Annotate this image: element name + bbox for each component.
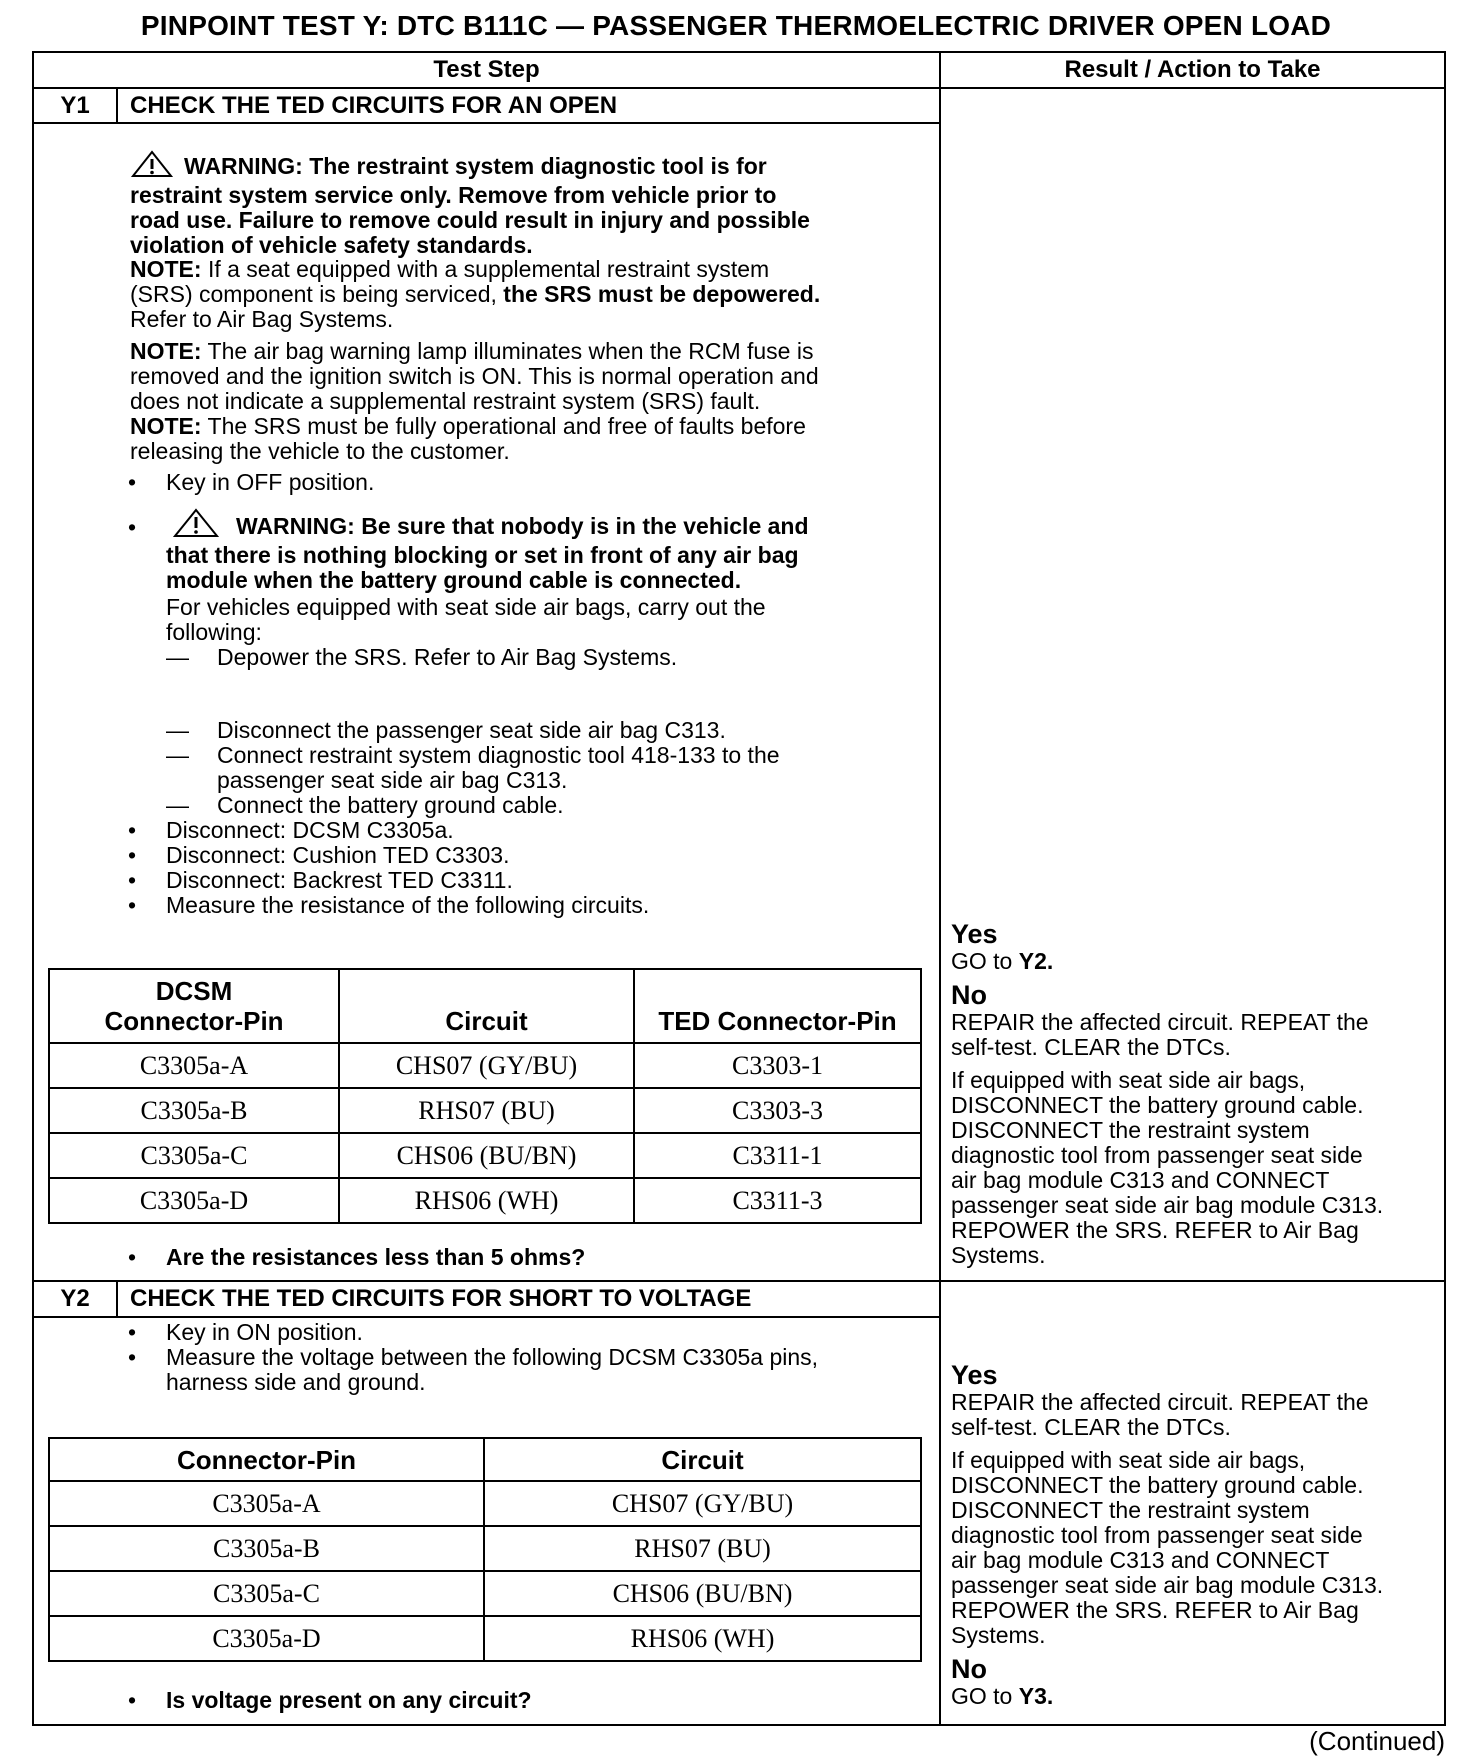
bullet-key-off: Key in OFF position. [166, 469, 375, 495]
y1-id-divider [116, 87, 118, 123]
table-row [49, 1178, 921, 1223]
bullet-disconnect-cushion: Disconnect: Cushion TED C3303. [166, 842, 510, 868]
bullet-dot: • [128, 1244, 137, 1270]
step-id-y2: Y2 [60, 1285, 90, 1312]
table-cell: CHS07 (GY/BU) [484, 1481, 921, 1526]
dash-marker: — [166, 717, 189, 743]
y1-title-bottom-border [32, 122, 940, 124]
table-cell: RHS07 (BU) [484, 1526, 921, 1571]
y2-title-bottom-border [32, 1316, 940, 1318]
y1-question: Are the resistances less than 5 ohms? [166, 1244, 586, 1270]
y1-bottom-border [32, 1280, 1446, 1282]
table-cell: C3305a-D [49, 1616, 484, 1661]
right-border [1444, 51, 1446, 1726]
table-cell: C3305a-D [49, 1178, 339, 1223]
y2-result [951, 1360, 1383, 1709]
table-cell: C3311-1 [634, 1133, 921, 1178]
header-bottom-border [32, 87, 1446, 89]
table-cell: CHS06 (BU/BN) [339, 1133, 634, 1178]
dash-connect-tool: Connect restraint system diagnostic tool 418-133 to the passenger seat side air bag C313. [217, 742, 780, 793]
bullet-key-on: Key in ON position. [166, 1319, 363, 1345]
page-title: PINPOINT TEST Y: DTC B111C — PASSENGER THERMOELECTRIC DRIVER OPEN LOAD [140, 10, 1332, 41]
table-row [49, 1571, 921, 1616]
table-cell: C3305a-B [49, 1088, 339, 1133]
col-connector-pin: Connector-Pin [49, 1438, 484, 1481]
header-test-step: Test Step [433, 56, 540, 83]
left-border [32, 51, 34, 1726]
y2-yes-action: REPAIR the affected circuit. REPEAT the self-test. CLEAR the DTCs. [951, 1389, 1369, 1440]
table-cell: C3303-1 [634, 1043, 921, 1088]
warning-2: WARNING: Be sure that nobody is in the vehicle and that there is nothing blocking or set in front of any air bag module when the battery ground cable is connected. [166, 508, 809, 593]
dash-marker: — [166, 742, 189, 768]
y2-voltage-table [48, 1437, 922, 1662]
table-row [49, 1481, 921, 1526]
y1-result [951, 919, 1383, 1268]
warning-1 [130, 150, 810, 258]
y1-no-action: REPAIR the affected circuit. REPEAT the self-test. CLEAR the DTCs. [951, 1009, 1369, 1060]
y1-resistance-table [48, 968, 922, 1224]
bullet-disconnect-backrest: Disconnect: Backrest TED C3311. [166, 867, 513, 893]
note-3: NOTE: The SRS must be fully operational and free of faults before releasing the vehicle to the customer. [130, 413, 806, 464]
header-result: Result / Action to Take [1064, 56, 1321, 83]
bullet-measure-voltage: Measure the voltage between the following DCSM C3305a pins, harness side and ground. [166, 1344, 819, 1395]
table-cell: C3305a-C [49, 1571, 484, 1616]
continued-label: (Continued) [1309, 1726, 1445, 1756]
table-cell: C3305a-A [49, 1043, 339, 1088]
table-header-row [49, 969, 921, 1043]
y1-yes-label: Yes [951, 919, 998, 949]
bullet-dot: • [128, 817, 137, 843]
warning-triangle-icon [166, 508, 226, 543]
col-circuit: Circuit [484, 1438, 921, 1481]
note-1: NOTE: If a seat equipped with a supplemental restraint system (SRS) component is being serviced, the SRS must be depowered. Refer to Air Bag Systems. [130, 256, 821, 332]
table-cell: RHS07 (BU) [339, 1088, 634, 1133]
bullet-dot: • [128, 892, 137, 918]
dash-ground-cable: Connect the battery ground cable. [217, 792, 564, 818]
table-row [49, 1088, 921, 1133]
table-bottom-border [32, 1724, 1446, 1726]
dash-marker: — [166, 644, 189, 670]
table-cell: C3305a-A [49, 1481, 484, 1526]
step-title-y2: CHECK THE TED CIRCUITS FOR SHORT TO VOLTAGE [130, 1285, 752, 1312]
warning-1-line-1: WARNING: The restraint system diagnostic tool is for [130, 150, 810, 183]
column-divider [939, 51, 941, 1726]
warning-1-line-2: restraint system service only. Remove from vehicle prior to [130, 182, 777, 208]
table-cell: C3305a-B [49, 1526, 484, 1571]
note-2: NOTE: The air bag warning lamp illuminates when the RCM fuse is removed and the ignition switch is ON. This is normal operation and does not indicate a supplemental restraint system (SRS) fault. [130, 338, 819, 414]
warning-triangle-icon [130, 150, 174, 183]
y2-id-divider [116, 1280, 118, 1317]
step-id-y1: Y1 [60, 92, 90, 119]
bullet-dot: • [128, 842, 137, 868]
table-cell: C3311-3 [634, 1178, 921, 1223]
y1-yes-action: GO to Y2. [951, 948, 1054, 974]
table-cell: RHS06 (WH) [339, 1178, 634, 1223]
dash-depower: Depower the SRS. Refer to Air Bag Systems. [217, 644, 678, 670]
table-cell: C3305a-C [49, 1133, 339, 1178]
dash-disconnect-c313: Disconnect the passenger seat side air bag C313. [217, 717, 726, 743]
table-top-border [32, 51, 1446, 53]
table-row [49, 1526, 921, 1571]
y1-extra-action: If equipped with seat side air bags, DISCONNECT the battery ground cable. DISCONNECT the restraint system diagnostic tool from passenger seat side air bag module C313 and CONNECT passenger seat side air bag module C313. REPOWER the SRS. REFER to Air Bag Systems. [951, 1067, 1384, 1268]
bullet-dot: • [128, 867, 137, 893]
dash-marker: — [166, 792, 189, 818]
seat-side-instructions: For vehicles equipped with seat side air bags, carry out the following: [166, 594, 766, 645]
y2-question: Is voltage present on any circuit? [166, 1687, 532, 1713]
step-title-y1: CHECK THE TED CIRCUITS FOR AN OPEN [130, 92, 618, 119]
table-row [49, 1043, 921, 1088]
bullet-dot: • [128, 514, 137, 540]
y1-no-label: No [951, 980, 987, 1010]
bullet-disconnect-dcsm: Disconnect: DCSM C3305a. [166, 817, 454, 843]
bullet-dot: • [128, 1319, 137, 1345]
table-cell: CHS07 (GY/BU) [339, 1043, 634, 1088]
table-cell: RHS06 (WH) [484, 1616, 921, 1661]
table-row [49, 1616, 921, 1661]
col-dcsm-connector-pin: DCSM Connector-Pin [49, 969, 339, 1043]
bullet-dot: • [128, 469, 137, 495]
bullet-dot: • [128, 1687, 137, 1713]
y2-yes-label: Yes [951, 1360, 998, 1390]
col-ted-connector-pin: TED Connector-Pin [634, 969, 921, 1043]
table-header-row [49, 1438, 921, 1481]
table-cell: C3303-3 [634, 1088, 921, 1133]
warning-1-line-3: road use. Failure to remove could result in injury and possible [130, 207, 810, 233]
y2-no-label: No [951, 1654, 987, 1684]
table-row [49, 1133, 921, 1178]
col-circuit: Circuit [339, 969, 634, 1043]
table-cell: CHS06 (BU/BN) [484, 1571, 921, 1616]
warning-1-line-4: violation of vehicle safety standards. [130, 232, 533, 258]
y2-extra-action: If equipped with seat side air bags, DISCONNECT the battery ground cable. DISCONNECT the restraint system diagnostic tool from passenger seat side air bag module C313 and CONNECT passenger seat side air bag module C313. REPOWER the SRS. REFER to Air Bag Systems. [951, 1447, 1384, 1648]
bullet-dot: • [128, 1344, 137, 1370]
y2-no-action: GO to Y3. [951, 1683, 1054, 1709]
bullet-measure-resistance: Measure the resistance of the following circuits. [166, 892, 650, 918]
